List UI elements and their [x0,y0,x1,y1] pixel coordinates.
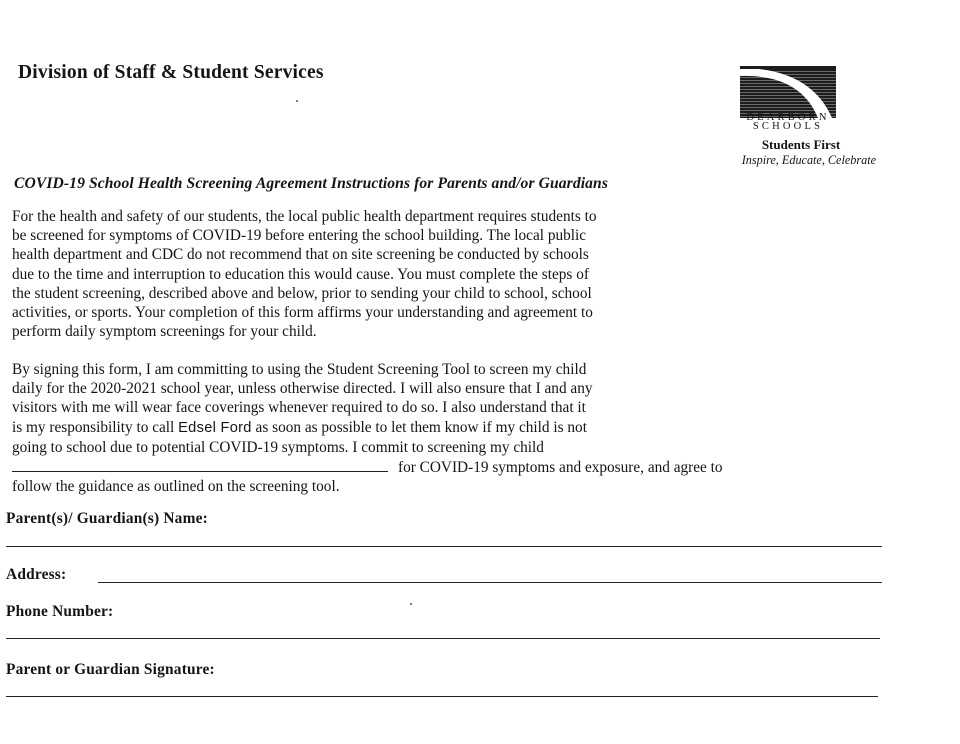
signature-line[interactable] [6,696,878,697]
guardian-name-line[interactable] [6,546,882,547]
signature-label: Parent or Guardian Signature: [6,661,215,678]
paragraph-line: By signing this form, I am committing to using the Student Screening Tool to screen my child [12,361,587,378]
paragraph-line: due to the time and interruption to education this would cause. You must complete the steps of [12,265,589,283]
logo-name-line1: DEARBORN [746,112,830,123]
paragraph-line: perform daily symptom screenings for your child. [12,323,317,341]
child-name-blank[interactable] [12,457,388,472]
paragraph-line: daily for the 2020-2021 school year, unless otherwise directed. I will also ensure that I and any [12,380,593,398]
paragraph-line [12,457,892,477]
scan-speck [296,100,298,102]
paragraph-line: activities, or sports. Your completion of this form affirms your understanding and agreement to [12,304,593,322]
division-title: Division of Staff & Student Services [18,62,324,83]
document-heading: COVID-19 School Health Screening Agreement Instructions for Parents and/or Guardians [14,175,608,192]
logo-emblem-icon [740,66,836,118]
paragraph-line: be screened for symptoms of COVID-19 before entering the school building. The local public [12,227,587,245]
logo-motto: Inspire, Educate, Celebrate [741,153,876,167]
phone-number-line[interactable] [6,638,880,639]
agreement-paragraph [12,360,892,496]
paragraph-line: visitors with me will wear face coverings whenever required to do so. I also understand that it [12,399,586,417]
logo-tagline: Students First [761,137,841,152]
paragraph-line-text: for COVID-19 symptoms and exposure, and agree to [398,459,723,477]
scan-speck [410,603,412,605]
school-name-value: Edsel Ford [178,419,252,436]
dearborn-schools-logo [676,64,886,172]
paragraph-line: going to school due to potential COVID-19 symptoms. I commit to screening my child [12,438,544,456]
instructions-paragraph [12,207,892,341]
call-text-after: as soon as possible to let them know if my child is not [251,418,587,436]
logo-name-line2: SCHOOLS [752,121,824,132]
guardian-name-label: Parent(s)/ Guardian(s) Name: [6,510,208,527]
address-label: Address: [6,566,67,583]
paragraph-line: For the health and safety of our students, the local public health department requires students to [12,208,597,225]
phone-number-label: Phone Number: [6,603,114,620]
paragraph-line: health department and CDC do not recommend that on site screening be conducted by schools [12,246,589,264]
call-text-before: is my responsibility to call [12,418,179,436]
paragraph-line: the student screening, described above and below, prior to sending your child to school, school [12,284,592,302]
paragraph-line [12,418,892,438]
paragraph-line: follow the guidance as outlined on the screening tool. [12,478,340,496]
address-line[interactable] [98,582,882,583]
